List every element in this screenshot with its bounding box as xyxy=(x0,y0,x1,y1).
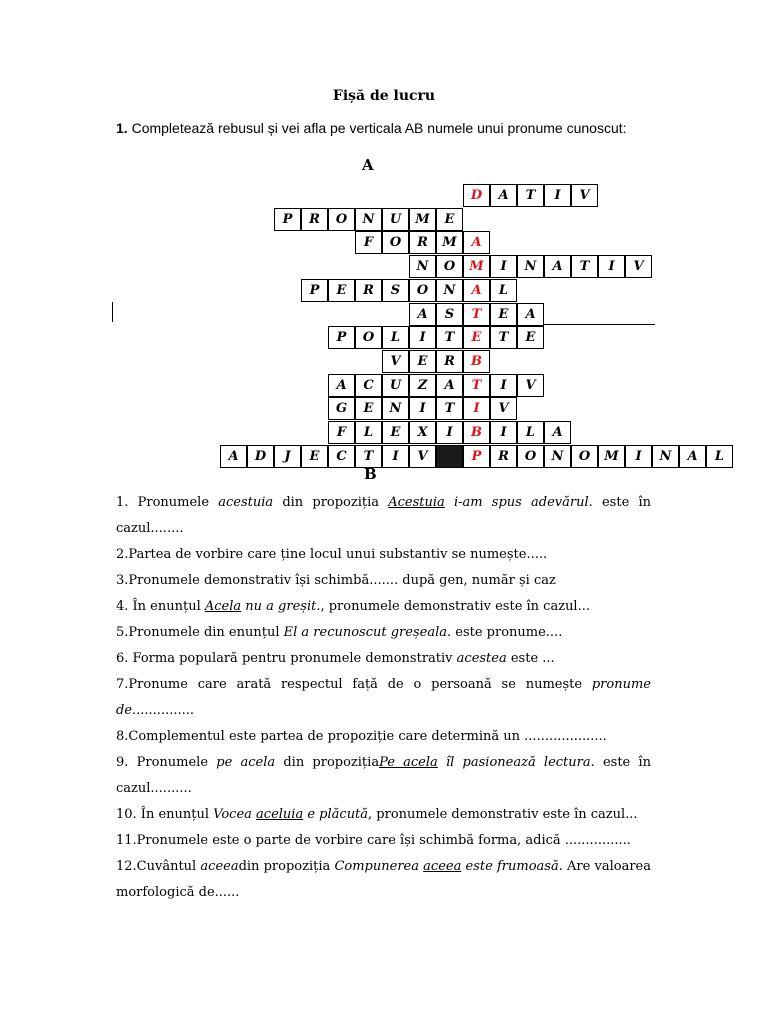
question-item xyxy=(116,854,651,906)
crossword-cell[interactable]: O xyxy=(571,445,598,468)
question-text: 3.Pronumele demonstrativ își schimbă....... după gen, număr și caz xyxy=(116,573,556,588)
question-text: din propoziția xyxy=(275,755,380,770)
question-text: îl pasionează lectura xyxy=(437,755,591,770)
crossword-cell[interactable]: T xyxy=(571,255,598,278)
crossword-cell[interactable]: R xyxy=(490,445,517,468)
crossword-cell[interactable]: R xyxy=(409,231,436,254)
crossword-cell[interactable]: A xyxy=(409,303,436,326)
crossword-cell[interactable]: T xyxy=(463,303,490,326)
question-text: aceea xyxy=(200,859,239,874)
crossword-cell[interactable]: J xyxy=(274,445,301,468)
crossword-cell[interactable]: E xyxy=(517,326,544,349)
question-text: Acestuia xyxy=(388,495,445,510)
crossword-cell[interactable]: T xyxy=(463,374,490,397)
crossword-cell[interactable]: L xyxy=(490,279,517,302)
crossword-cell[interactable]: M xyxy=(409,208,436,231)
crossword-cell[interactable]: S xyxy=(436,303,463,326)
crossword-cell[interactable]: N xyxy=(382,397,409,420)
question-item xyxy=(116,646,651,672)
crossword-cell[interactable]: M xyxy=(463,255,490,278)
crossword-cell[interactable]: O xyxy=(436,255,463,278)
worksheet-title: Fișă de lucru xyxy=(332,88,436,104)
question-text: 1. Pronumele xyxy=(116,495,219,510)
crossword-cell[interactable]: E xyxy=(463,326,490,349)
crossword-cell[interactable]: V xyxy=(382,350,409,373)
question-text: , pronumele demonstrativ este în cazul... xyxy=(320,599,590,614)
crossword-cell[interactable]: Z xyxy=(409,374,436,397)
crossword-cell[interactable]: T xyxy=(436,397,463,420)
crossword-cell[interactable] xyxy=(436,445,463,468)
question-text: . este în cazul........ xyxy=(116,495,652,536)
crossword-cell[interactable]: U xyxy=(382,208,409,231)
label-b: B xyxy=(364,465,377,483)
question-text: din propoziția xyxy=(238,859,335,874)
question-text: El a recunoscut greșeala xyxy=(283,625,447,640)
question-text: . Are valoarea morfologică de...... xyxy=(116,859,651,900)
crossword-cell[interactable]: E xyxy=(328,279,355,302)
question-text: Pe acela xyxy=(379,755,438,770)
question-item xyxy=(116,672,651,724)
crossword-cell[interactable]: A xyxy=(679,445,706,468)
crossword-cell[interactable]: I xyxy=(409,397,436,420)
crossword-cell[interactable]: L xyxy=(706,445,733,468)
crossword-cell[interactable]: D xyxy=(247,445,274,468)
question-item xyxy=(116,620,651,646)
question-text: 5.Pronumele din enunțul xyxy=(116,625,284,640)
crossword-cell[interactable]: O xyxy=(517,445,544,468)
question-text: pronume de xyxy=(116,677,651,718)
crossword-cell[interactable]: C xyxy=(355,374,382,397)
crossword-cell[interactable]: E xyxy=(382,421,409,444)
question-text: 7.Pronume care arată respectul față de o persoană se numește xyxy=(116,677,592,692)
crossword-cell[interactable]: A xyxy=(463,279,490,302)
crossword-cell[interactable]: U xyxy=(382,374,409,397)
crossword-cell[interactable]: M xyxy=(598,445,625,468)
crossword-cell[interactable]: E xyxy=(409,350,436,373)
question-text: 11.Pronumele este o parte de vorbire care își schimbă forma, adică ................ xyxy=(116,833,631,848)
question-text: Vocea xyxy=(213,807,257,822)
crossword-cell[interactable]: B xyxy=(463,421,490,444)
crossword-cell[interactable]: I xyxy=(490,255,517,278)
crossword-cell[interactable]: V xyxy=(490,397,517,420)
crossword-cell[interactable]: P xyxy=(463,445,490,468)
crossword-cell[interactable]: N xyxy=(436,279,463,302)
question-text: pe acela xyxy=(216,755,276,770)
crossword-cell[interactable]: R xyxy=(355,279,382,302)
question-text: nu a greșit. xyxy=(241,599,321,614)
question-text: Acela xyxy=(204,599,242,614)
question-item xyxy=(116,724,651,750)
crossword-cell[interactable]: L xyxy=(382,326,409,349)
question-text: 6. Forma populară pentru pronumele demonstrativ xyxy=(116,651,457,666)
crossword-cell[interactable]: M xyxy=(436,231,463,254)
crossword-cell[interactable]: B xyxy=(463,350,490,373)
margin-mark xyxy=(112,302,113,322)
crossword-cell[interactable]: F xyxy=(328,421,355,444)
crossword-cell[interactable]: O xyxy=(382,231,409,254)
question-text: 4. În enunțul xyxy=(116,599,205,614)
crossword-cell[interactable]: A xyxy=(517,303,544,326)
crossword-cell[interactable]: V xyxy=(571,184,598,207)
crossword-cell[interactable]: C xyxy=(328,445,355,468)
crossword-cell[interactable]: E xyxy=(490,303,517,326)
question-text: i-am spus adevărul xyxy=(444,495,589,510)
crossword-cell[interactable]: E xyxy=(301,445,328,468)
crossword-cell[interactable]: T xyxy=(436,326,463,349)
question-text: 10. În enunțul xyxy=(116,807,214,822)
question-text: aceea xyxy=(423,859,462,874)
crossword-cell[interactable]: E xyxy=(355,397,382,420)
question-text: . este în cazul.......... xyxy=(116,755,651,796)
label-a: A xyxy=(362,156,374,174)
crossword-cell[interactable]: I xyxy=(382,445,409,468)
crossword-cell[interactable]: I xyxy=(625,445,652,468)
question-text: e plăcută xyxy=(303,807,369,822)
question-text: este frumoasă xyxy=(461,859,559,874)
question-text: 12.Cuvântul xyxy=(116,859,201,874)
crossword-cell[interactable]: I xyxy=(436,421,463,444)
question-text: Compunerea xyxy=(334,859,424,874)
crossword-cell[interactable]: R xyxy=(436,350,463,373)
crossword-cell[interactable]: I xyxy=(490,421,517,444)
crossword-cell[interactable]: A xyxy=(220,445,247,468)
instruction xyxy=(116,120,627,136)
question-item xyxy=(116,828,651,854)
crossword-cell[interactable]: R xyxy=(301,208,328,231)
crossword-cell[interactable]: P xyxy=(274,208,301,231)
question-text: din propoziția xyxy=(273,495,389,510)
crossword-cell[interactable]: E xyxy=(436,208,463,231)
question-item xyxy=(116,490,651,542)
question-list xyxy=(116,490,651,906)
question-item xyxy=(116,750,651,802)
decorative-line xyxy=(428,324,655,325)
question-text: , pronumele demonstrativ este în cazul... xyxy=(368,807,638,822)
crossword-cell[interactable]: L xyxy=(355,421,382,444)
crossword-cell[interactable]: V xyxy=(625,255,652,278)
crossword-cell[interactable]: A xyxy=(544,421,571,444)
question-text: 9. Pronumele xyxy=(116,755,217,770)
question-text: acestea xyxy=(456,651,507,666)
crossword-cell[interactable]: N xyxy=(652,445,679,468)
crossword-cell[interactable]: T xyxy=(490,326,517,349)
crossword-cell[interactable]: T xyxy=(355,445,382,468)
crossword-cell[interactable]: I xyxy=(409,326,436,349)
question-text: ............... xyxy=(132,703,195,718)
crossword-cell[interactable]: P xyxy=(301,279,328,302)
crossword-cell[interactable]: N xyxy=(355,208,382,231)
crossword-cell[interactable]: S xyxy=(382,279,409,302)
crossword-cell[interactable]: N xyxy=(544,445,571,468)
crossword-cell[interactable]: A xyxy=(544,255,571,278)
crossword-cell[interactable]: T xyxy=(517,184,544,207)
crossword-cell[interactable]: I xyxy=(490,374,517,397)
instruction-number: 1. xyxy=(116,120,128,136)
question-item xyxy=(116,802,651,828)
crossword-cell[interactable]: O xyxy=(355,326,382,349)
crossword-cell[interactable]: V xyxy=(517,374,544,397)
question-text: 8.Complementul este partea de propoziție care determină un .................... xyxy=(116,729,607,744)
question-text: este ... xyxy=(506,651,555,666)
question-text: . este pronume.... xyxy=(446,625,563,640)
crossword-cell[interactable]: X xyxy=(409,421,436,444)
crossword-cell[interactable]: F xyxy=(355,231,382,254)
question-item xyxy=(116,568,651,594)
crossword-cell[interactable]: N xyxy=(517,255,544,278)
question-item xyxy=(116,542,651,568)
crossword-cell[interactable]: N xyxy=(409,255,436,278)
question-item xyxy=(116,594,651,620)
crossword-cell[interactable]: A xyxy=(490,184,517,207)
crossword-cell[interactable]: O xyxy=(409,279,436,302)
crossword-cell[interactable]: D xyxy=(463,184,490,207)
crossword-cell[interactable]: L xyxy=(517,421,544,444)
instruction-text: Completează rebusul și vei afla pe verticala AB numele unui pronume cunoscut: xyxy=(127,120,627,136)
crossword-cell[interactable]: V xyxy=(409,445,436,468)
crossword-cell[interactable]: A xyxy=(436,374,463,397)
crossword-cell[interactable]: I xyxy=(463,397,490,420)
crossword-cell[interactable]: A xyxy=(463,231,490,254)
crossword-cell[interactable]: I xyxy=(544,184,571,207)
crossword-cell[interactable]: G xyxy=(328,397,355,420)
crossword-cell[interactable]: O xyxy=(328,208,355,231)
crossword-cell[interactable]: I xyxy=(598,255,625,278)
question-text: acestuia xyxy=(218,495,274,510)
question-text: 2.Partea de vorbire care ține locul unui substantiv se numește..... xyxy=(116,547,548,562)
crossword-cell[interactable]: P xyxy=(328,326,355,349)
crossword-cell[interactable]: A xyxy=(328,374,355,397)
question-text: aceluia xyxy=(256,807,304,822)
